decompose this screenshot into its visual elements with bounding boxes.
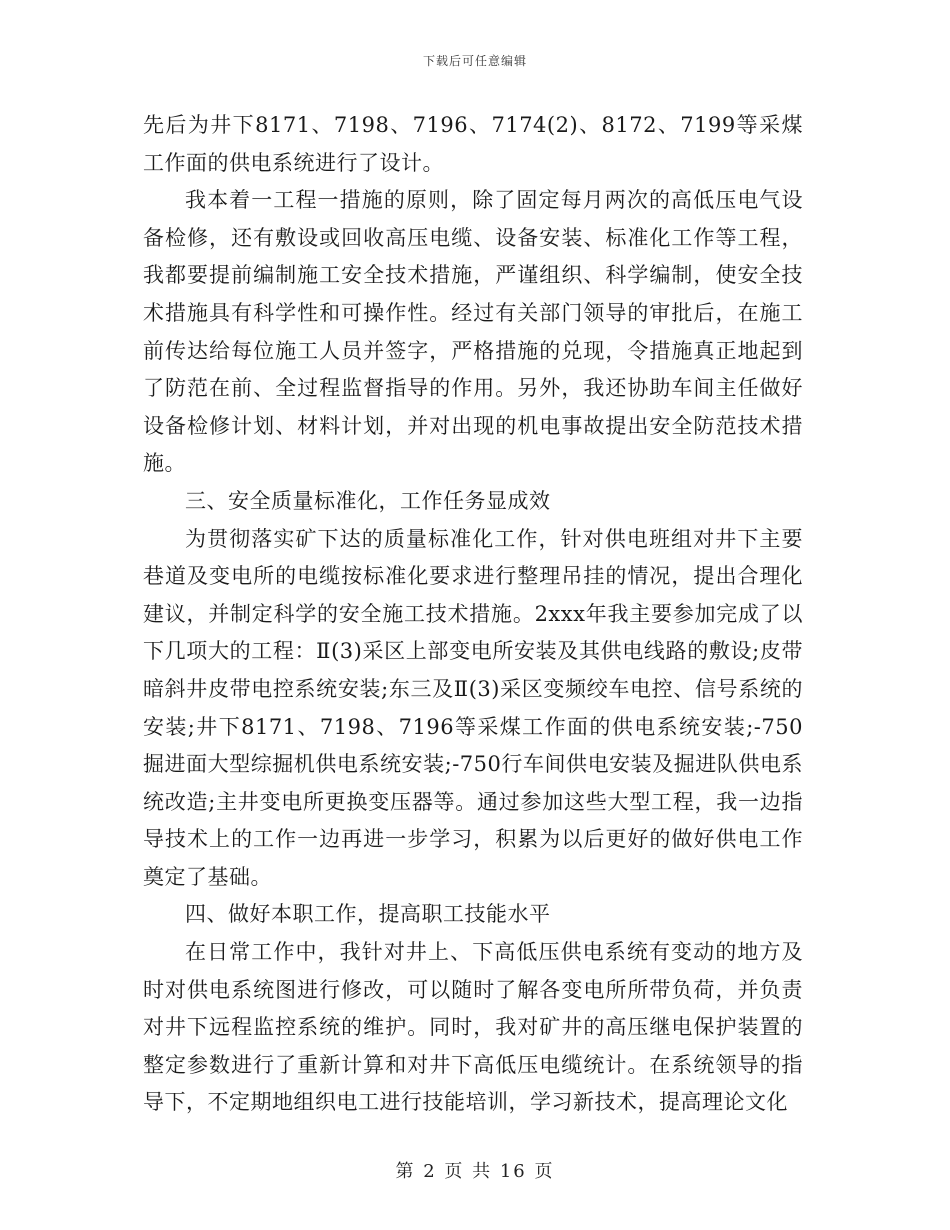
paragraph-daily-work: 在日常工作中，我针对井上、下高低压供电系统有变动的地方及时对供电系统图进行修改，可以随时了解各变电所所带负荷，并负责对井下远程监控系统的维护。同时，我对矿井的高压继电保护装置的整定参数进行了重新计算和对井下高低压电缆统计。在系统领导的指导下，不定期地组织电工进行技能培训，学习新技术，提高理论文化 [143, 940, 803, 1115]
page-header: 下载后可任意编辑 [422, 54, 527, 68]
section-heading-3: 三、安全质量标准化，工作任务显成效 [185, 488, 551, 513]
section-heading-4: 四、做好本职工作，提高职工技能水平 [185, 902, 551, 927]
document-body [143, 107, 803, 1122]
paragraph-design: 先后为井下8171、7198、7196、7174(2)、8172、7199等采煤工作面的供电系统进行了设计。 [143, 113, 803, 175]
paragraph-measures: 我本着一工程一措施的原则，除了固定每月两次的高低压电气设备检修，还有敷设或回收高压电缆、设备安装、标准化工作等工程，我都要提前编制施工安全技术措施，严谨组织、科学编制，使安全技术措施具有科学性和可操作性。经过有关部门领导的审批后，在施工前传达给每位施工人员并签字，严格措施的兑现，令措施真正地起到了防范在前、全过程监督指导的作用。另外，我还协助车间主任做好设备检修计划、材料计划，并对出现的机电事故提出安全防范技术措施。 [143, 188, 803, 476]
page-number: 第 2 页 共 16 页 [395, 1161, 555, 1182]
paragraph-standardization: 为贯彻落实矿下达的质量标准化工作，针对供电班组对井下主要巷道及变电所的电缆按标准化要求进行整理吊挂的情况，提出合理化建议，并制定科学的安全施工技术措施。2xxx年我主要参加完成了以下几项大的工程：Ⅱ(3)采区上部变电所安装及其供电线路的敷设;皮带暗斜井皮带电控系统安装;东三及Ⅱ(3)采区变频绞车电控、信号系统的安装;井下8171、7198、7196等采煤工作面的供电系统安装;-750掘进面大型综掘机供电系统安装;-750行车间供电安装及掘进队供电系统改造;主井变电所更换变压器等。通过参加这些大型工程，我一边指导技术上的工作一边再进一步学习，积累为以后更好的做好供电工作奠定了基础。 [143, 526, 803, 889]
